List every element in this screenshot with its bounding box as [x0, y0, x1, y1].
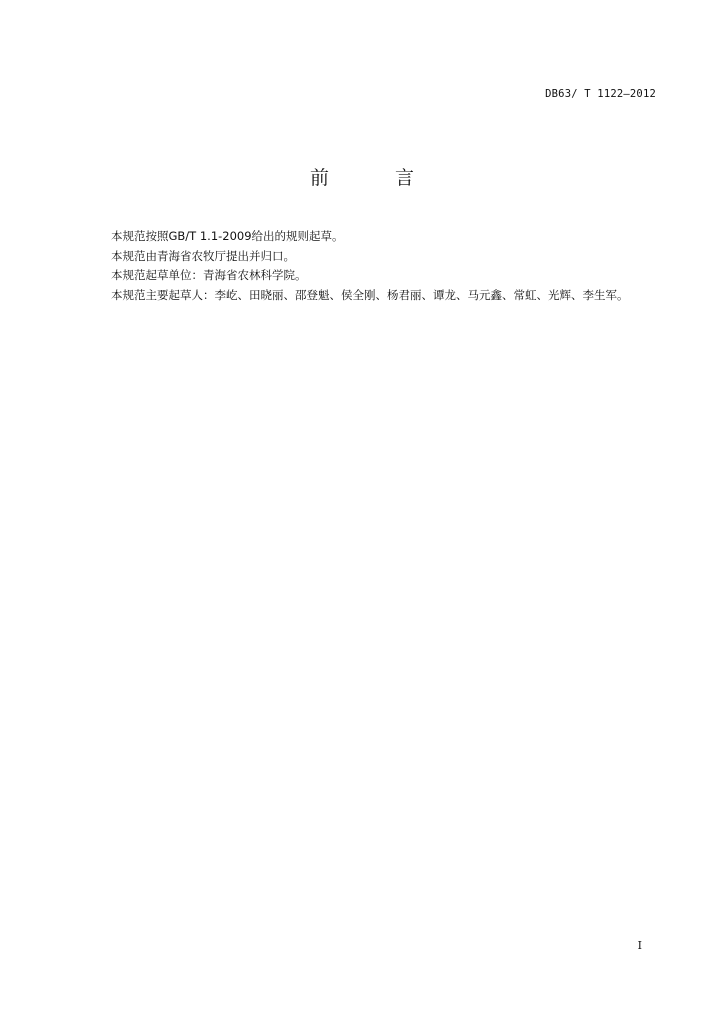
paragraph-drafting-unit: 本规范起草单位：青海省农林科学院。: [111, 268, 307, 282]
paragraph-proposer: 本规范由青海省农牧厅提出并归口。: [111, 248, 295, 263]
page-number: I: [637, 939, 642, 952]
page-title: 前 言: [309, 167, 445, 189]
document-code: DB63/ T 1122—2012: [545, 88, 656, 100]
paragraph-drafters: 本规范主要起草人：李屹、田晓丽、邵登魁、侯全刚、杨君丽、谭龙、马元鑫、常虹、光辉、李生军。: [111, 287, 629, 302]
foreword-body: [88, 227, 658, 305]
paragraph-drafting-rules: 本规范按照GB/T 1.1-2009给出的规则起草。: [111, 229, 344, 243]
